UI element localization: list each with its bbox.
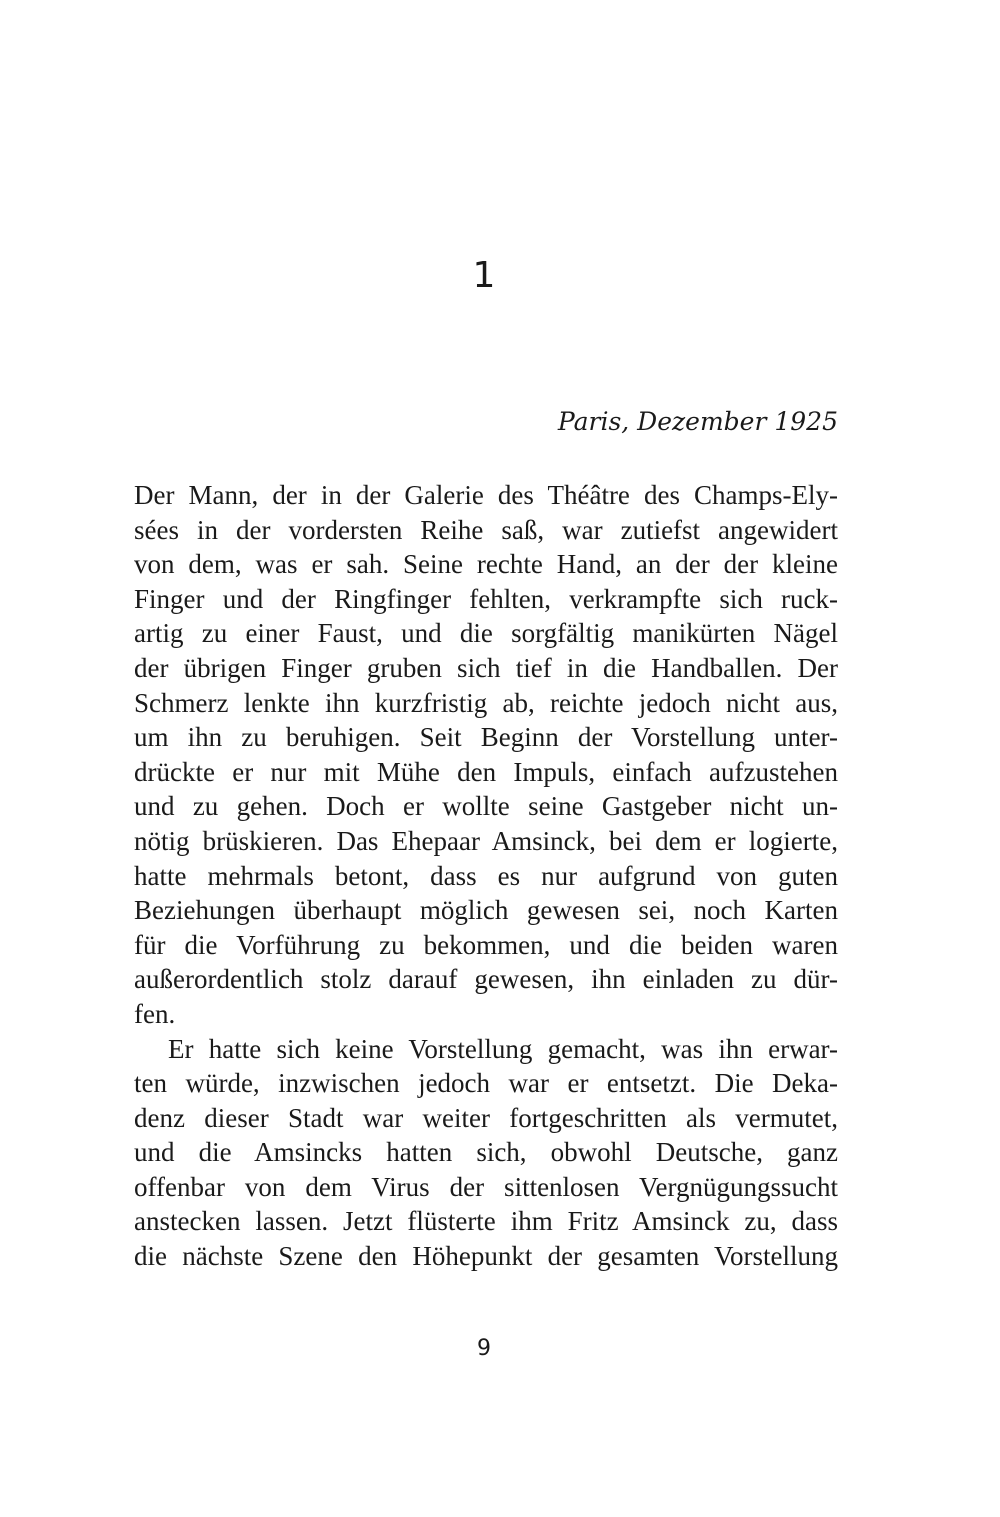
chapter-number: 1	[472, 255, 496, 296]
text-line: von dem, was er sah. Seine rechte Hand, an der der kleine	[134, 549, 838, 580]
text-line: Schmerz lenkte ihn kurzfristig ab, reichte jedoch nicht aus,	[134, 687, 838, 718]
paragraph-2	[134, 1032, 838, 1274]
text-line: Beziehungen überhaupt möglich gewesen sei, noch Karten	[134, 895, 838, 926]
text-line: offenbar von dem Virus der sittenlosen Vergnügungssucht	[134, 1171, 838, 1202]
paragraph-1	[134, 478, 838, 1032]
text-line: die nächste Szene den Höhepunkt der gesamten Vorstellung	[134, 1241, 838, 1272]
text-line: für die Vorführung zu bekommen, und die beiden waren	[134, 929, 838, 960]
dateline: Paris, Dezember 1925	[557, 407, 838, 436]
text-line: außerordentlich stolz darauf gewesen, ihn einladen zu dür-	[134, 964, 838, 995]
text-line: Er hatte sich keine Vorstellung gemacht, was ihn erwar-	[168, 1033, 838, 1064]
text-line: hatte mehrmals betont, dass es nur aufgrund von guten	[134, 860, 838, 891]
text-line: nötig brüskieren. Das Ehepaar Amsinck, bei dem er logierte,	[134, 825, 838, 856]
text-line: und zu gehen. Doch er wollte seine Gastgeber nicht un-	[134, 791, 838, 822]
text-line: anstecken lassen. Jetzt flüsterte ihm Fritz Amsinck zu, dass	[134, 1206, 838, 1237]
text-line: um ihn zu beruhigen. Seit Beginn der Vorstellung unter-	[134, 722, 838, 753]
body-text	[134, 478, 838, 1274]
text-line: artig zu einer Faust, und die sorgfältig manikürten Nägel	[134, 618, 838, 649]
text-line: drückte er nur mit Mühe den Impuls, einfach aufzustehen	[134, 756, 838, 787]
text-line: Der Mann, der in der Galerie des Théâtre des Champs-Ely-	[134, 480, 838, 510]
text-line: Finger und der Ringfinger fehlten, verkrampfte sich ruck-	[134, 583, 838, 614]
text-line: ten würde, inzwischen jedoch war er entsetzt. Die Deka-	[134, 1068, 838, 1099]
text-line: und die Amsincks hatten sich, obwohl Deutsche, ganz	[134, 1137, 838, 1168]
text-line: der übrigen Finger gruben sich tief in die Handballen. Der	[134, 652, 838, 683]
text-line: denz dieser Stadt war weiter fortgeschritten als vermutet,	[134, 1102, 838, 1133]
text-line: sées in der vordersten Reihe saß, war zutiefst angewidert	[134, 514, 838, 545]
page-number: 9	[477, 1336, 491, 1361]
text-line: fen.	[134, 998, 176, 1029]
